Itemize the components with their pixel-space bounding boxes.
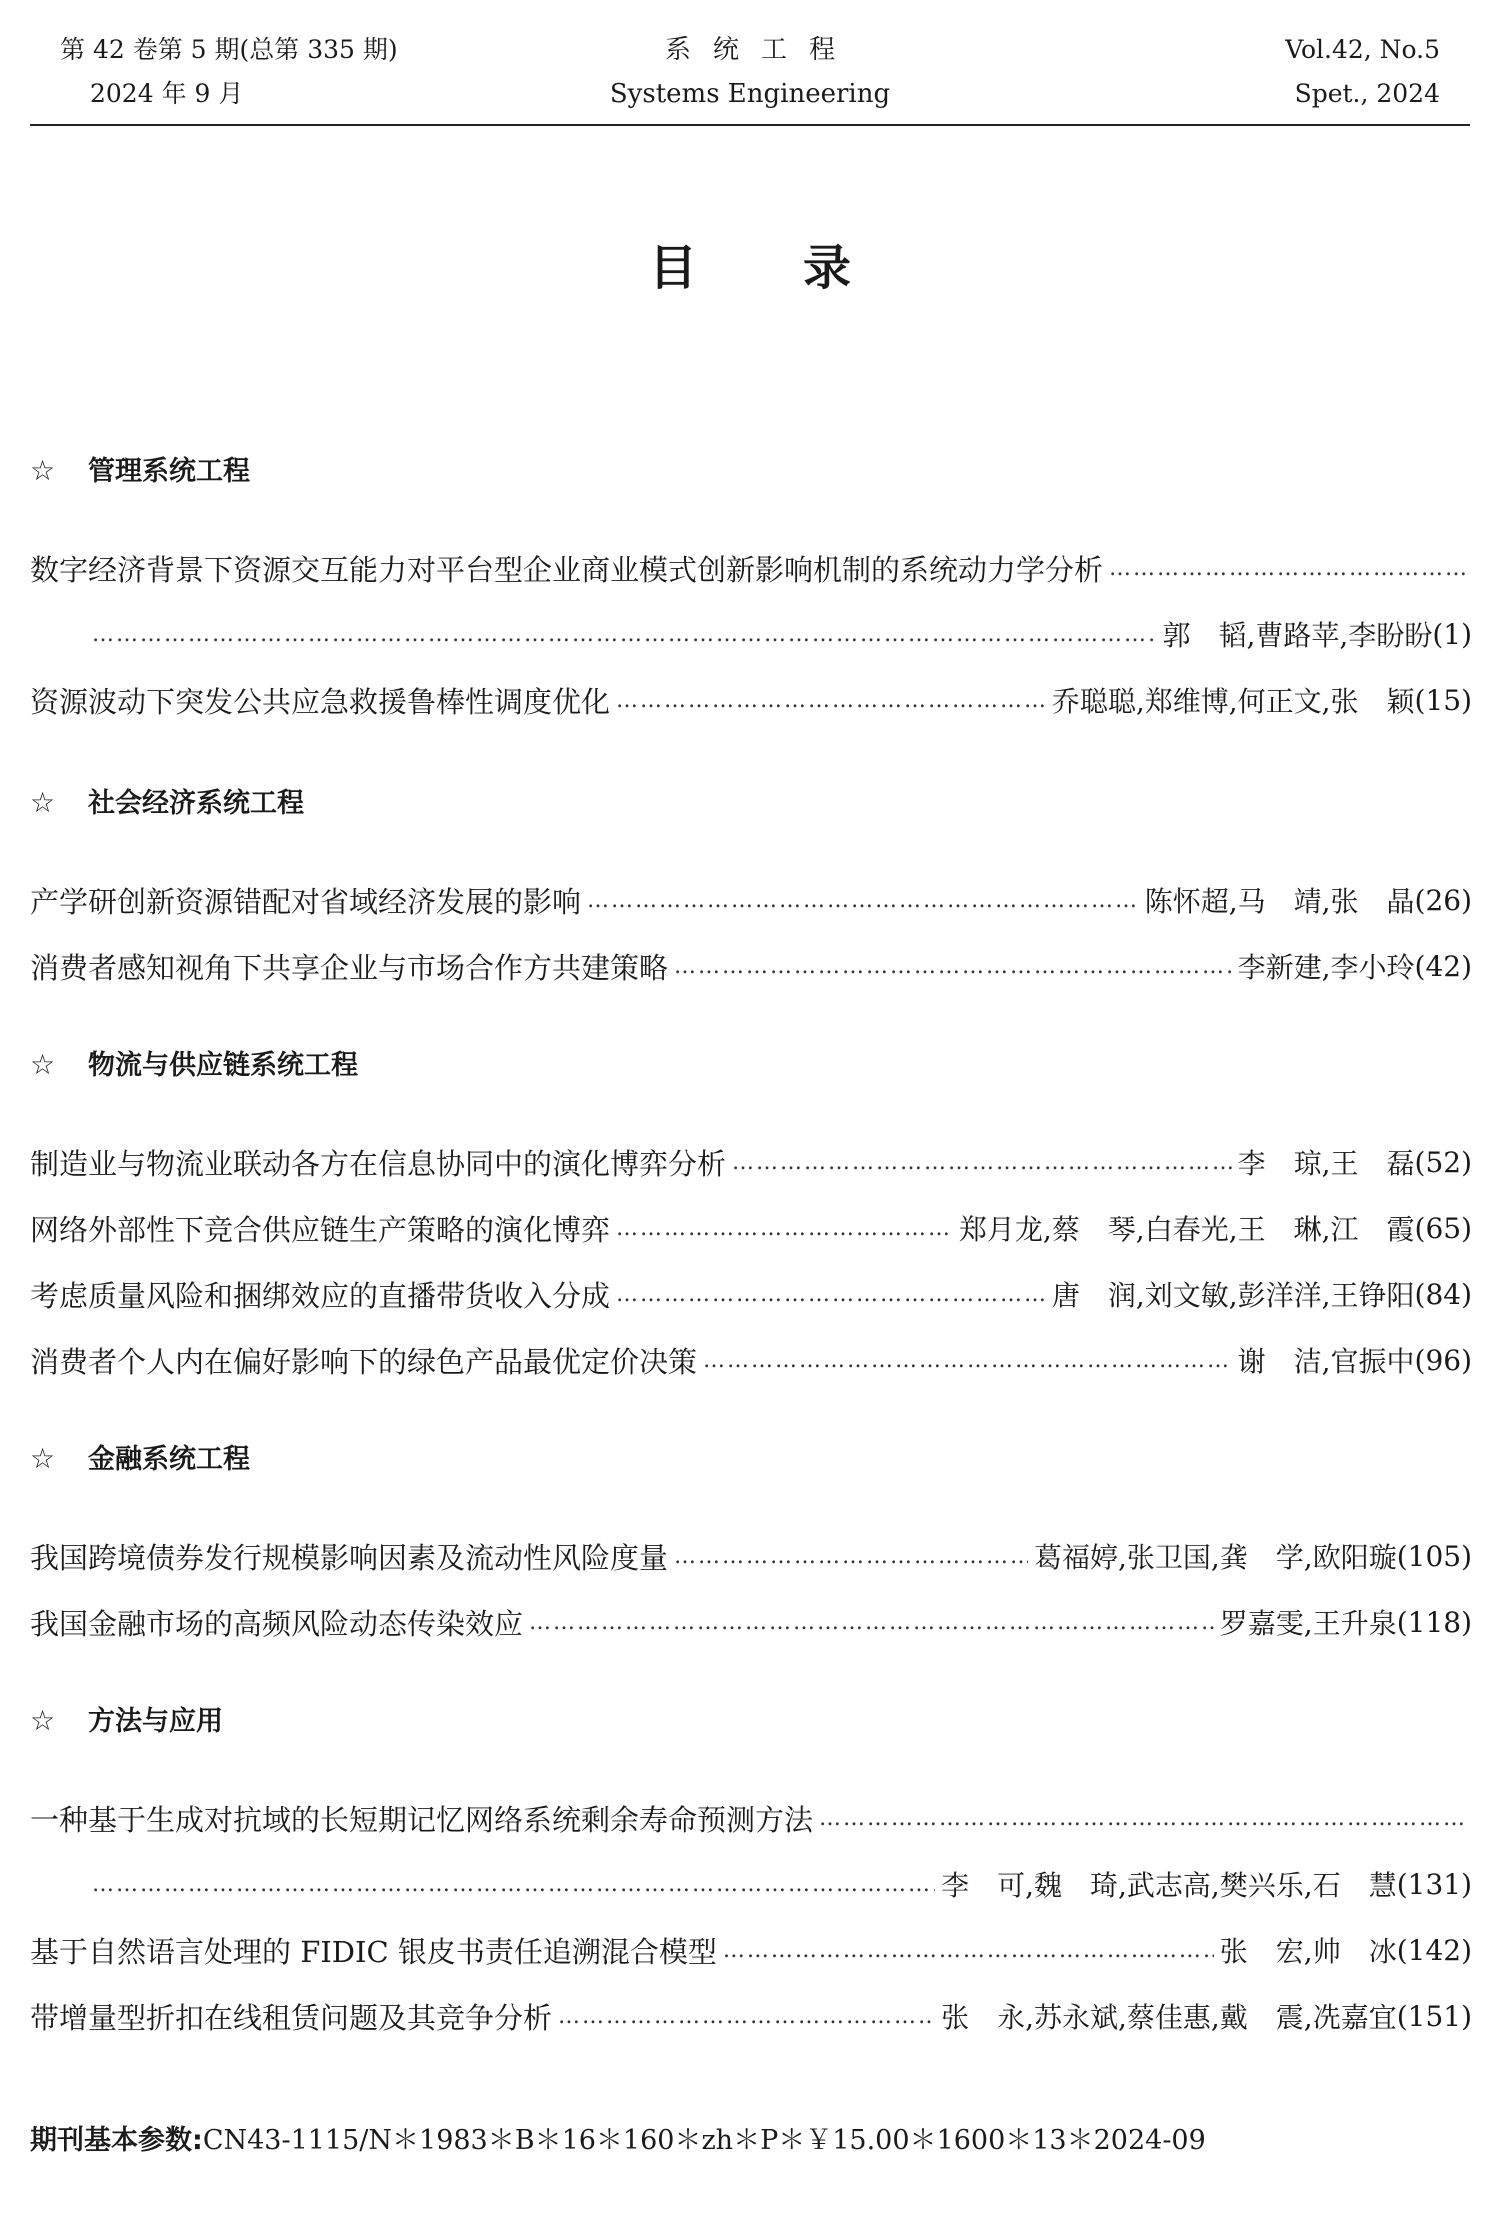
article-title[interactable]: 消费者个人内在偏好影响下的绿色产品最优定价决策 (30, 1344, 698, 1379)
article-title[interactable]: 考虑质量风险和捆绑效应的直播带货收入分成 (30, 1278, 611, 1313)
section-title: 物流与供应链系统工程 (88, 1050, 358, 1081)
journal-parameters (30, 2116, 1206, 2166)
article-page[interactable]: (52) (1414, 1145, 1472, 1179)
article-page[interactable]: (151) (1396, 1999, 1472, 2033)
dot-leader (587, 888, 1139, 913)
article-title[interactable]: 消费者感知视角下共享企业与市场合作方共建策略 (30, 950, 669, 985)
article-title[interactable]: 资源波动下突发公共应急救援鲁棒性调度优化 (30, 684, 611, 719)
star-icon: ☆ (30, 1704, 56, 1737)
section-heading (30, 1040, 358, 1090)
article-page[interactable]: (105) (1396, 1539, 1472, 1573)
article-authors: 张 宏,帅 冰 (1219, 1935, 1397, 1968)
article-authors: 李 琼,王 磊 (1237, 1147, 1415, 1180)
article-page[interactable]: (118) (1396, 1605, 1472, 1639)
article-page[interactable]: (96) (1414, 1343, 1472, 1377)
article-authors: 李新建,李小玲 (1237, 951, 1415, 984)
article-authors: 李 可,魏 琦,武志高,樊兴乐,石 慧 (941, 1869, 1397, 1902)
star-icon: ☆ (30, 786, 56, 819)
article-authors: 郑月龙,蔡 琴,白春光,王 琳,江 霞 (958, 1213, 1415, 1246)
section-title: 方法与应用 (88, 1706, 223, 1737)
dot-leader (732, 1150, 1232, 1175)
toc-entry[interactable] (30, 1266, 1472, 1322)
journal-name (30, 28, 1470, 116)
article-page[interactable]: (42) (1414, 949, 1472, 983)
article-title[interactable]: 我国跨境债券发行规模影响因素及流动性风险度量 (30, 1540, 669, 1575)
dot-leader (92, 622, 1157, 647)
star-icon: ☆ (30, 1048, 56, 1081)
section-title: 社会经济系统工程 (88, 788, 304, 819)
article-page[interactable]: (15) (1414, 683, 1472, 717)
article-authors: 郭 韬,曹路苹,李盼盼 (1162, 619, 1433, 652)
article-page[interactable]: (84) (1414, 1277, 1472, 1311)
section-heading (30, 446, 250, 496)
article-authors: 陈怀超,马 靖,张 晶 (1144, 885, 1415, 918)
journal-header (30, 28, 1470, 126)
section-title: 管理系统工程 (88, 456, 250, 487)
dot-leader (616, 1282, 1046, 1307)
toc-entry-continuation[interactable] (92, 606, 1472, 662)
toc-entry[interactable] (30, 1528, 1472, 1584)
article-authors: 张 永,苏永斌,蔡佳惠,戴 震,冼嘉宜 (941, 2001, 1397, 2034)
article-page[interactable]: (142) (1396, 1933, 1472, 1967)
section-title: 金融系统工程 (88, 1444, 250, 1475)
parameters-value: CN43-1115/N＊1983＊B＊16＊160＊zh＊P＊￥15.00＊1600＊13＊2024-09 (202, 2125, 1206, 2156)
toc-entry[interactable] (30, 1594, 1472, 1650)
article-page[interactable]: (65) (1414, 1211, 1472, 1245)
article-authors: 谢 洁,官振中 (1237, 1345, 1415, 1378)
toc-entry[interactable] (30, 938, 1472, 994)
parameters-label: 期刊基本参数: (30, 2125, 203, 2156)
page-title: 目录 (648, 240, 957, 296)
dot-leader (819, 1806, 1466, 1831)
article-page[interactable]: (1) (1432, 617, 1472, 651)
article-title[interactable]: 制造业与物流业联动各方在信息协同中的演化博弈分析 (30, 1146, 727, 1181)
article-authors: 罗嘉雯,王升泉 (1219, 1607, 1397, 1640)
article-title[interactable]: 带增量型折扣在线租赁问题及其竞争分析 (30, 2000, 553, 2035)
volume-issue-en: Vol.42, No.5 (1285, 35, 1440, 64)
dot-leader (723, 1938, 1214, 1963)
toc-entry-continuation[interactable] (92, 1856, 1472, 1912)
article-authors: 葛福婷,张卫国,龚 学,欧阳璇 (1034, 1541, 1397, 1574)
dot-leader (92, 1872, 935, 1897)
article-title[interactable]: 网络外部性下竞合供应链生产策略的演化博弈 (30, 1212, 611, 1247)
dot-leader (616, 688, 1046, 713)
dot-leader (703, 1348, 1232, 1373)
section-heading (30, 1696, 223, 1746)
section-heading (30, 778, 304, 828)
article-page[interactable]: (131) (1396, 1867, 1472, 1901)
issue-info-en (1285, 28, 1440, 116)
toc-entry[interactable] (30, 672, 1472, 728)
toc-entry[interactable] (30, 1332, 1472, 1388)
section-heading (30, 1434, 250, 1484)
toc-entry[interactable] (30, 872, 1472, 928)
article-title[interactable]: 产学研创新资源错配对省域经济发展的影响 (30, 884, 582, 919)
dot-leader (674, 954, 1232, 979)
journal-name-cn: 系统工程 (664, 35, 857, 65)
journal-name-en: Systems Engineering (609, 79, 891, 109)
star-icon: ☆ (30, 454, 56, 487)
publication-date: 2024 年 9 月 (90, 79, 244, 108)
dot-leader (558, 2004, 935, 2029)
dot-leader (529, 1610, 1214, 1635)
publication-date-en: Spet., 2024 (1294, 79, 1440, 108)
toc-entry[interactable] (30, 1988, 1472, 2044)
volume-issue: 第 42 卷第 5 期(总第 335 期) (60, 35, 398, 64)
star-icon: ☆ (30, 1442, 56, 1475)
dot-leader (1109, 556, 1466, 581)
toc-entry[interactable] (30, 540, 1472, 596)
toc-entry[interactable] (30, 1790, 1472, 1846)
toc-entry[interactable] (30, 1922, 1472, 1978)
toc-entry[interactable] (30, 1134, 1472, 1190)
article-authors: 乔聪聪,郑维博,何正文,张 颖 (1051, 685, 1415, 718)
article-page[interactable]: (26) (1414, 883, 1472, 917)
dot-leader (674, 1544, 1028, 1569)
article-title[interactable]: 基于自然语言处理的 FIDIC 银皮书责任追溯混合模型 (30, 1934, 717, 1969)
article-title[interactable]: 数字经济背景下资源交互能力对平台型企业商业模式创新影响机制的系统动力学分析 (30, 552, 1104, 587)
article-authors: 唐 润,刘文敏,彭洋洋,王铮阳 (1051, 1279, 1415, 1312)
article-title[interactable]: 一种基于生成对抗域的长短期记忆网络系统剩余寿命预测方法 (30, 1802, 814, 1837)
toc-entry[interactable] (30, 1200, 1472, 1256)
dot-leader (616, 1216, 953, 1241)
article-title[interactable]: 我国金融市场的高频风险动态传染效应 (30, 1606, 524, 1641)
